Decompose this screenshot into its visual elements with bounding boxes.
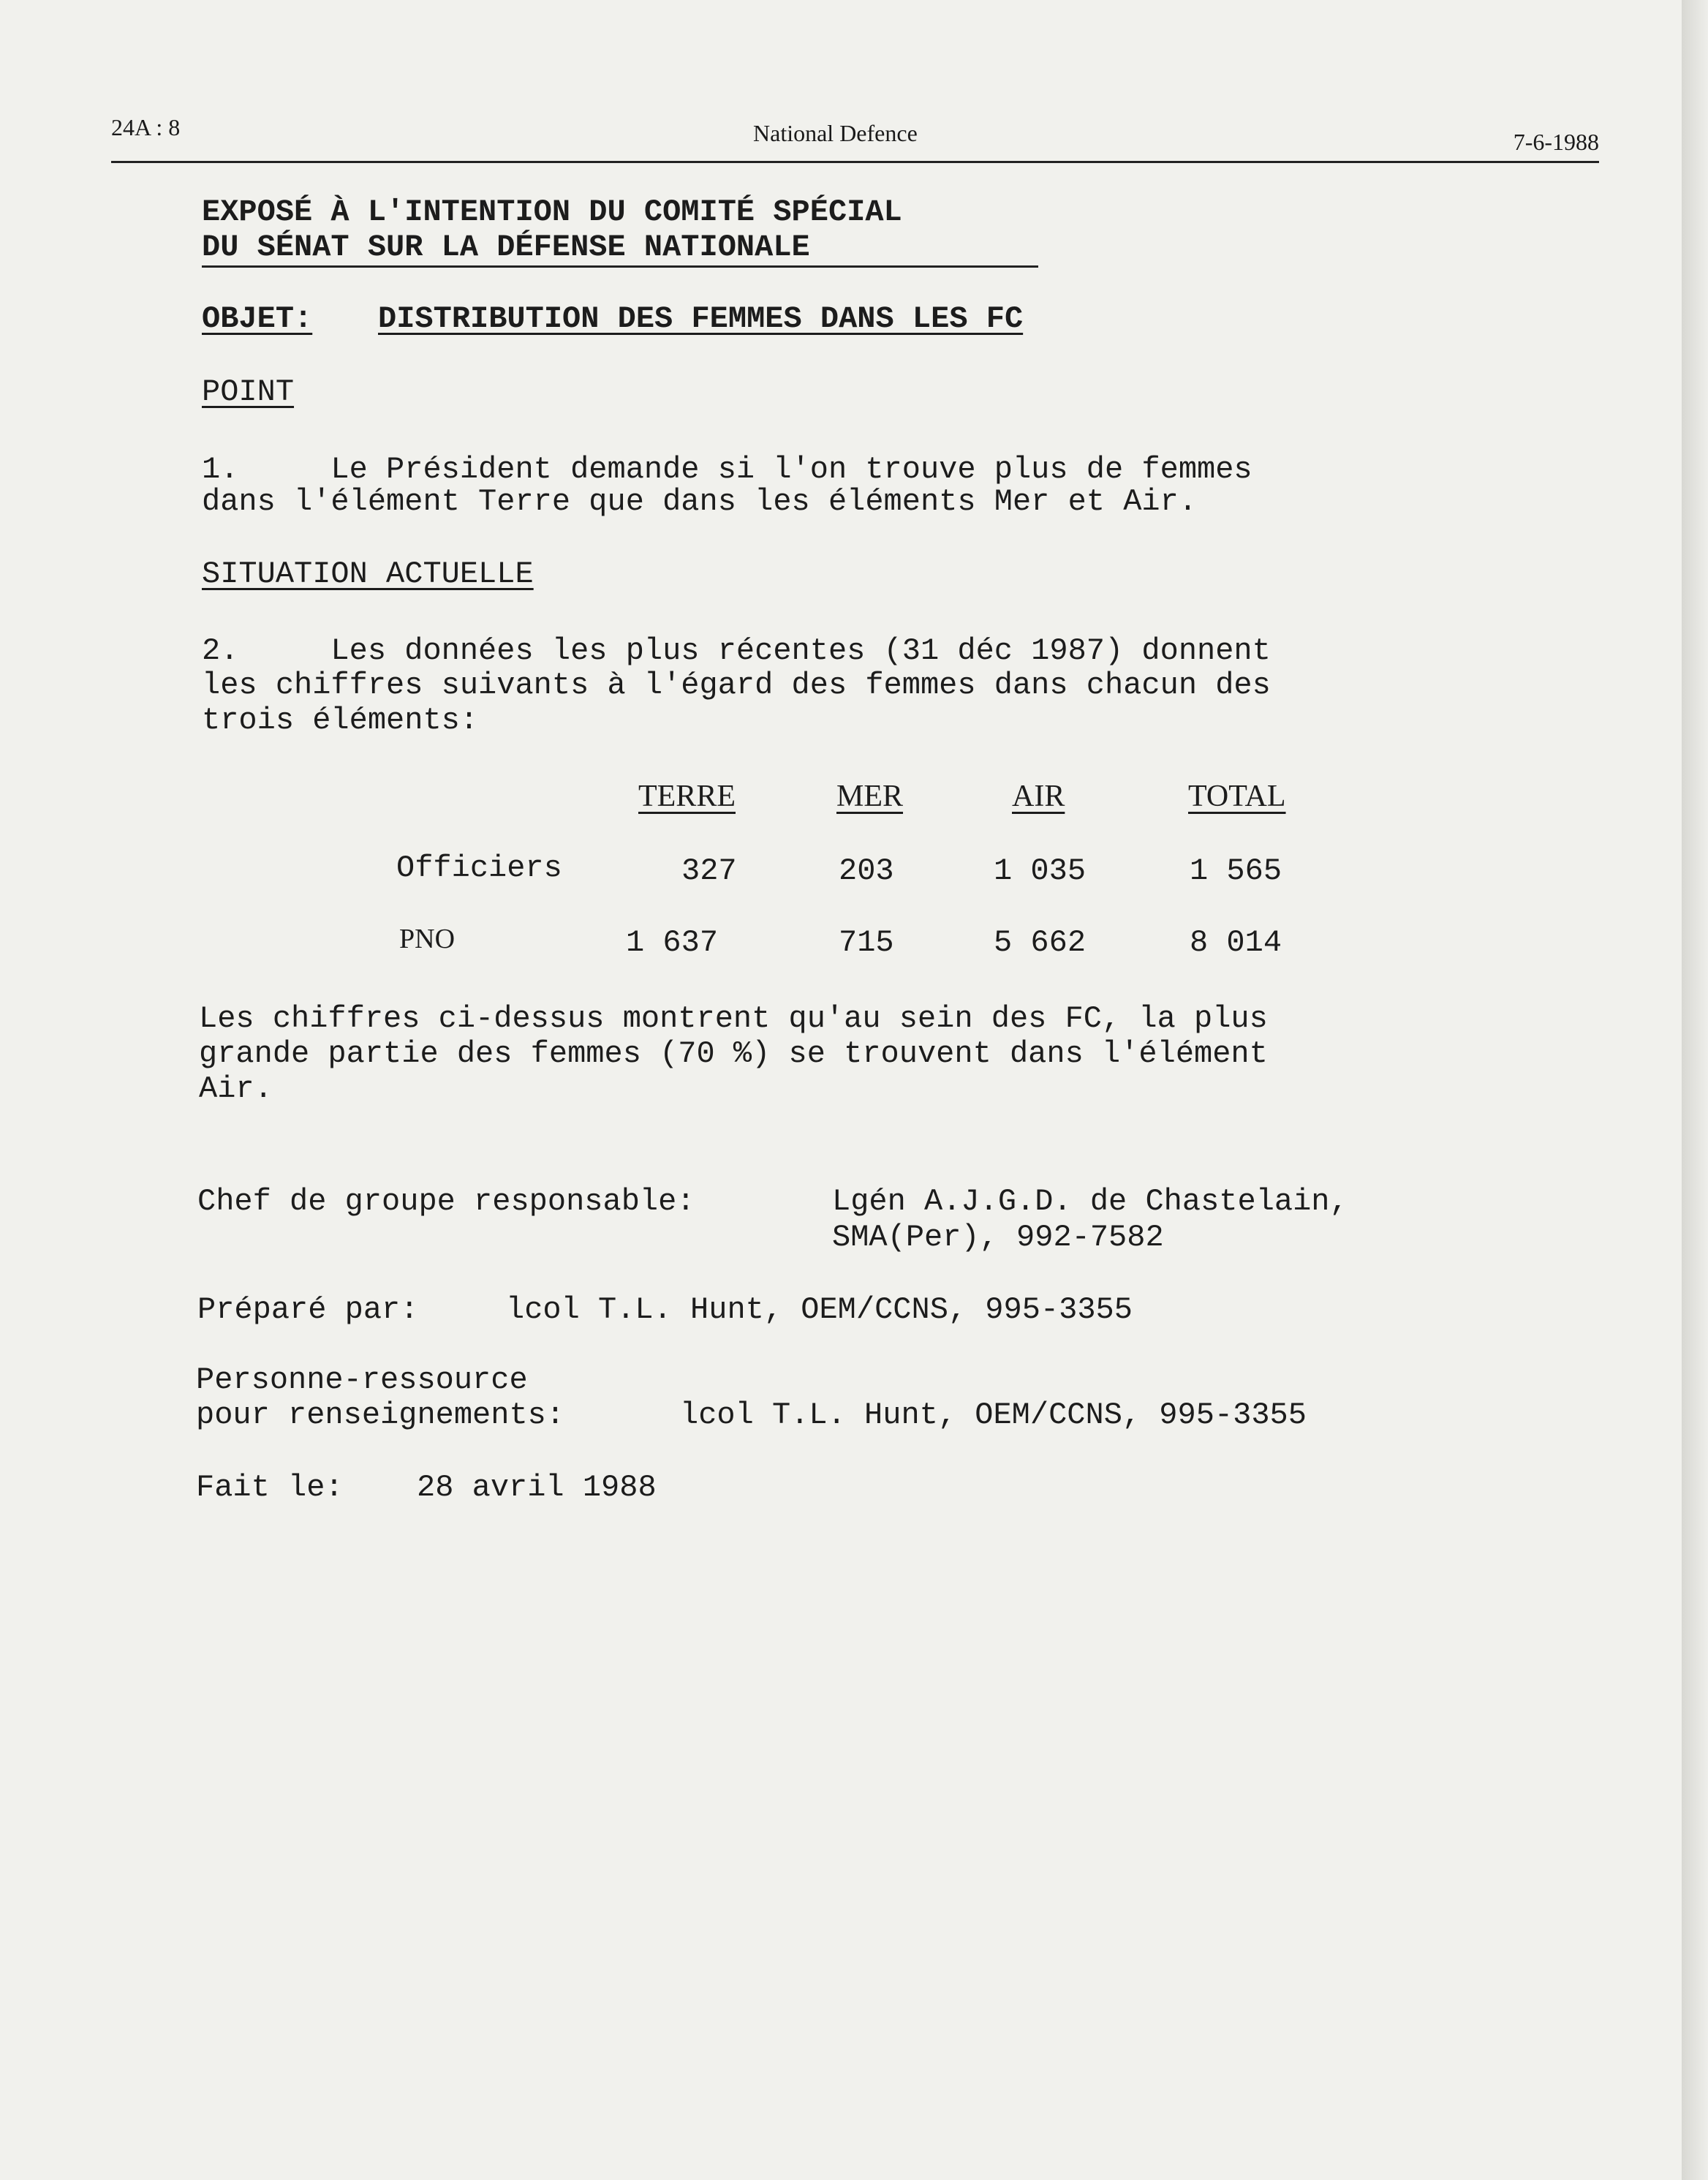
prepare-label: Préparé par: [197,1292,419,1327]
row-label-pno: PNO [399,924,456,954]
header-date: 7-6-1988 [1513,129,1599,155]
table-cell: 1 637 [626,925,719,960]
chef-label: Chef de groupe responsable: [197,1184,695,1219]
table-cell: 5 662 [994,925,1087,960]
table-cell: 203 [839,853,894,889]
ressource-value: lcol T.L. Hunt, OEM/CCNS, 995-3355 [680,1398,1307,1433]
table-cell: 8 014 [1190,925,1282,960]
ressource-line-1: Personne-ressource [196,1362,528,1398]
table-cell: 327 [681,853,737,889]
table-header-air: AIR [1012,780,1065,813]
conclusion-line-2: grande partie des femmes (70 %) se trouvent dans l'élément [199,1036,1268,1071]
title-line-2: DU SÉNAT SUR LA DÉFENSE NATIONALE [202,230,810,265]
situation-line-3: trois éléments: [202,703,479,738]
point-heading: POINT [202,374,295,410]
fait-label: Fait le: [196,1470,344,1505]
title-line-1: EXPOSÉ À L'INTENTION DU COMITÉ SPÉCIAL [202,195,902,230]
situation-heading: SITUATION ACTUELLE [202,557,534,592]
table-header-terre: TERRE [638,780,736,813]
situation-line-2: les chiffres suivants à l'égard des femmes dans chacun des [202,668,1271,703]
table-cell: 1 035 [994,853,1087,889]
prepare-value: lcol T.L. Hunt, OEM/CCNS, 995-3355 [506,1292,1133,1327]
table-cell: 1 565 [1190,853,1282,889]
page-header [111,110,1599,163]
table-header-mer: MER [836,780,904,813]
row-label-officiers: Officiers [396,850,562,886]
point-line-1: 1. Le Président demande si l'on trouve plus de femmes [202,452,1252,487]
objet-label: OBJET: [202,301,313,336]
point-line-2: dans l'élément Terre que dans les éléments Mer et Air. [202,484,1198,519]
table-header-total: TOTAL [1188,780,1286,813]
conclusion-line-3: Air. [199,1071,273,1106]
ressource-label: pour renseignements: [196,1398,565,1433]
page-reference: 24A : 8 [111,114,181,140]
chef-office: SMA(Per), 992-7582 [832,1220,1164,1255]
title-underline [202,265,1038,268]
objet-value: DISTRIBUTION DES FEMMES DANS LES FC [378,301,1024,336]
page-edge-shadow [1682,0,1708,2180]
fait-value: 28 avril 1988 [417,1470,657,1505]
chef-name: Lgén A.J.G.D. de Chastelain, [832,1184,1348,1219]
publication-title: National Defence [753,120,918,146]
situation-line-1: 2. Les données les plus récentes (31 déc 1987) donnent [202,633,1271,668]
conclusion-line-1: Les chiffres ci-dessus montrent qu'au sein des FC, la plus [199,1001,1268,1036]
table-cell: 715 [839,925,894,960]
